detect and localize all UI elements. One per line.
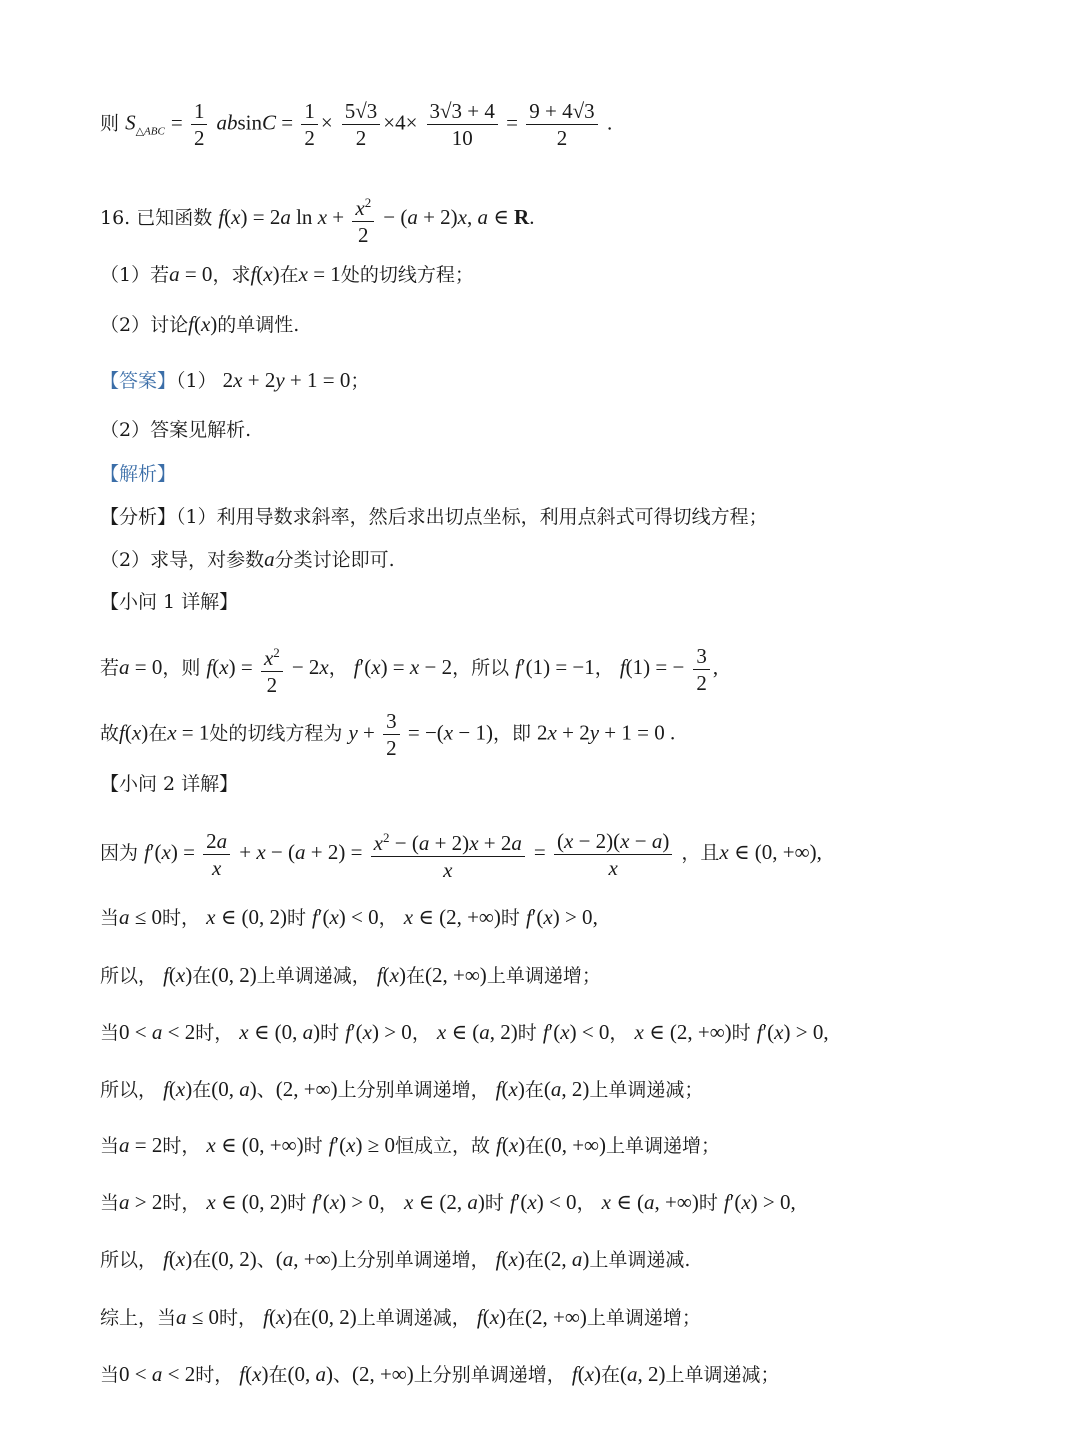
analysis-line-2: （2）求导，对参数a分类讨论即可. bbox=[100, 547, 395, 571]
analysis-line-1: 【分析】（1）利用导数求斜率，然后求出切点坐标，利用点斜式可得切线方程； bbox=[100, 506, 768, 528]
answer-line-2: （2）答案见解析. bbox=[100, 419, 252, 441]
case-4-conclusion: 所以， f(x)在(0, 2)、(a, +∞)上分别单调递增， f(x)在(2, a)上单调递减. bbox=[100, 1247, 691, 1271]
q16-part1: （1）若a = 0，求f(x)在x = 1处的切线方程； bbox=[100, 262, 474, 286]
answer-line: 【答案】（1） 2x + 2y + 1 = 0； bbox=[100, 368, 370, 392]
answer-tag: 【答案】 bbox=[100, 370, 177, 392]
sub2-heading: 【小问 2 详解】 bbox=[100, 773, 239, 795]
q16-part2: （2）讨论f(x)的单调性. bbox=[100, 312, 300, 336]
question-16: 16. 已知函数 f(x) = 2a ln x + $\frac{x^2}{2}$ − (a + 2)x, a ∈ R. bbox=[100, 190, 534, 248]
sub1-line-1: 若a = 0，则 f(x) = $\frac{x^2}{2}$ − 2x， f′(x) = x − 2，所以 f′(1) = −1， f(1) = − $\frac{3}{2}$ , bbox=[100, 640, 718, 698]
sub1-line-2: 故f(x)在x = 1处的切线方程为 y + $\frac{3}{2}$ = −(x − 1)，即 2x + 2y + 1 = 0 . bbox=[100, 709, 676, 760]
case-1: 当a ≤ 0时， x ∈ (0, 2)时 f′(x) < 0， x ∈ (2, +∞)时 f′(x) > 0, bbox=[100, 905, 598, 929]
sub1-heading: 【小问 1 详解】 bbox=[100, 591, 239, 613]
text: 则 bbox=[100, 112, 120, 135]
case-2: 当0 < a < 2时， x ∈ (0, a)时 f′(x) > 0， x ∈ (a, 2)时 f′(x) < 0， x ∈ (2, +∞)时 f′(x) > 0, bbox=[100, 1020, 829, 1044]
case-3: 当a = 2时， x ∈ (0, +∞)时 f′(x) ≥ 0恒成立，故 f(x)在(0, +∞)上单调递增； bbox=[100, 1133, 721, 1157]
summary-2: 当0 < a < 2时， f(x)在(0, a)、(2, +∞)上分别单调递增， f(x)在(a, 2)上单调递减； bbox=[100, 1362, 780, 1386]
sub2-derivative: 因为 f′(x) = $\frac{2a}{x}$ + x − (a + 2) = $\frac{x^2 - (a + 2)x + 2a}{x}$ = $\frac{(x - 2)(x - a)}{x}$ ，且x ∈ (0, +∞), bbox=[100, 825, 822, 883]
case-4: 当a > 2时， x ∈ (0, 2)时 f′(x) > 0， x ∈ (2, a)时 f′(x) < 0， x ∈ (a, +∞)时 f′(x) > 0, bbox=[100, 1190, 796, 1214]
case-1-conclusion: 所以， f(x)在(0, 2)上单调递减， f(x)在(2, +∞)上单调递增； bbox=[100, 963, 601, 987]
case-2-conclusion: 所以， f(x)在(0, a)、(2, +∞)上分别单调递增， f(x)在(a, 2)上单调递减； bbox=[100, 1077, 704, 1101]
area-line: 则 $S_{\triangle ABC}$ = $\frac{1}{2}$ absinC = $\frac{1}{2}$ × $\frac{5√3}{2}$ ×4× $\frac{3√3 + 4}{10}$ = $\frac{9 + 4√3}{2}$ . bbox=[100, 99, 613, 150]
analysis-tag: 【解析】 bbox=[100, 463, 177, 485]
summary-1: 综上，当a ≤ 0时， f(x)在(0, 2)上单调递减， f(x)在(2, +∞)上单调递增； bbox=[100, 1305, 701, 1329]
